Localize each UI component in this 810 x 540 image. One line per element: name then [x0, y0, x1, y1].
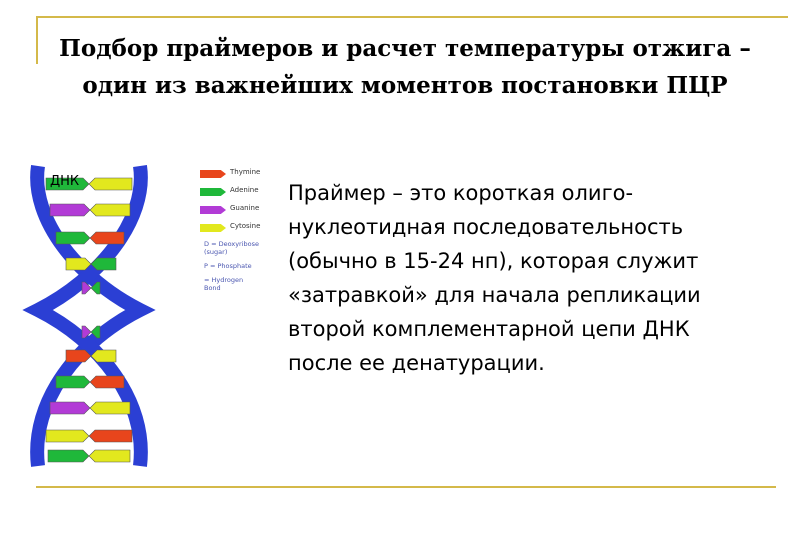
cytosine-swatch	[200, 224, 226, 232]
base-left-1	[50, 204, 90, 216]
base-right-2	[90, 232, 124, 244]
base-left-7	[56, 376, 90, 388]
definition-line-4: «затравкой» для начала репликации	[288, 283, 701, 307]
base-left-2	[56, 232, 90, 244]
primer-definition	[288, 176, 788, 380]
legend-note-phosphate: P = Phosphate	[204, 262, 252, 270]
legend-note-hydrogen-bond: = Hydrogen Bond	[204, 276, 244, 292]
base-right-7	[90, 376, 124, 388]
definition-line-1: Праймер – это короткая олиго-	[288, 181, 634, 205]
slide-title	[20, 30, 790, 104]
definition-line-3: (обычно в 15-24 нп), которая служит	[288, 249, 699, 273]
dna-label: ДНК	[50, 174, 80, 189]
legend-label: Thymine	[230, 168, 261, 176]
base-right-0	[89, 178, 132, 190]
base-left-10	[48, 450, 89, 462]
thymine-swatch	[200, 170, 226, 178]
adenine-swatch	[200, 188, 226, 196]
legend-label: Cytosine	[230, 222, 261, 230]
definition-line-5: второй комплементарной цепи ДНК	[288, 317, 690, 341]
definition-line-6: после ее денатурации.	[288, 351, 545, 375]
base-right-10	[89, 450, 130, 462]
frame-top-line	[36, 16, 788, 18]
legend-note-deoxyribose: D = Deoxyribose (sugar)	[204, 240, 260, 256]
definition-line-2: нуклеотидная последовательность	[288, 215, 684, 239]
base-left-9	[46, 430, 89, 442]
legend-label: Guanine	[230, 204, 260, 212]
frame-bottom-line	[36, 486, 776, 488]
title-line-1: Подбор праймеров и расчет температуры отжига –	[59, 35, 751, 62]
title-line-2: один из важнейших моментов постановки ПЦР	[82, 72, 728, 99]
guanine-swatch	[200, 206, 226, 214]
legend-label: Adenine	[230, 186, 259, 194]
base-right-1	[90, 204, 130, 216]
base-right-8	[90, 402, 130, 414]
base-right-9	[89, 430, 132, 442]
base-left-8	[50, 402, 90, 414]
